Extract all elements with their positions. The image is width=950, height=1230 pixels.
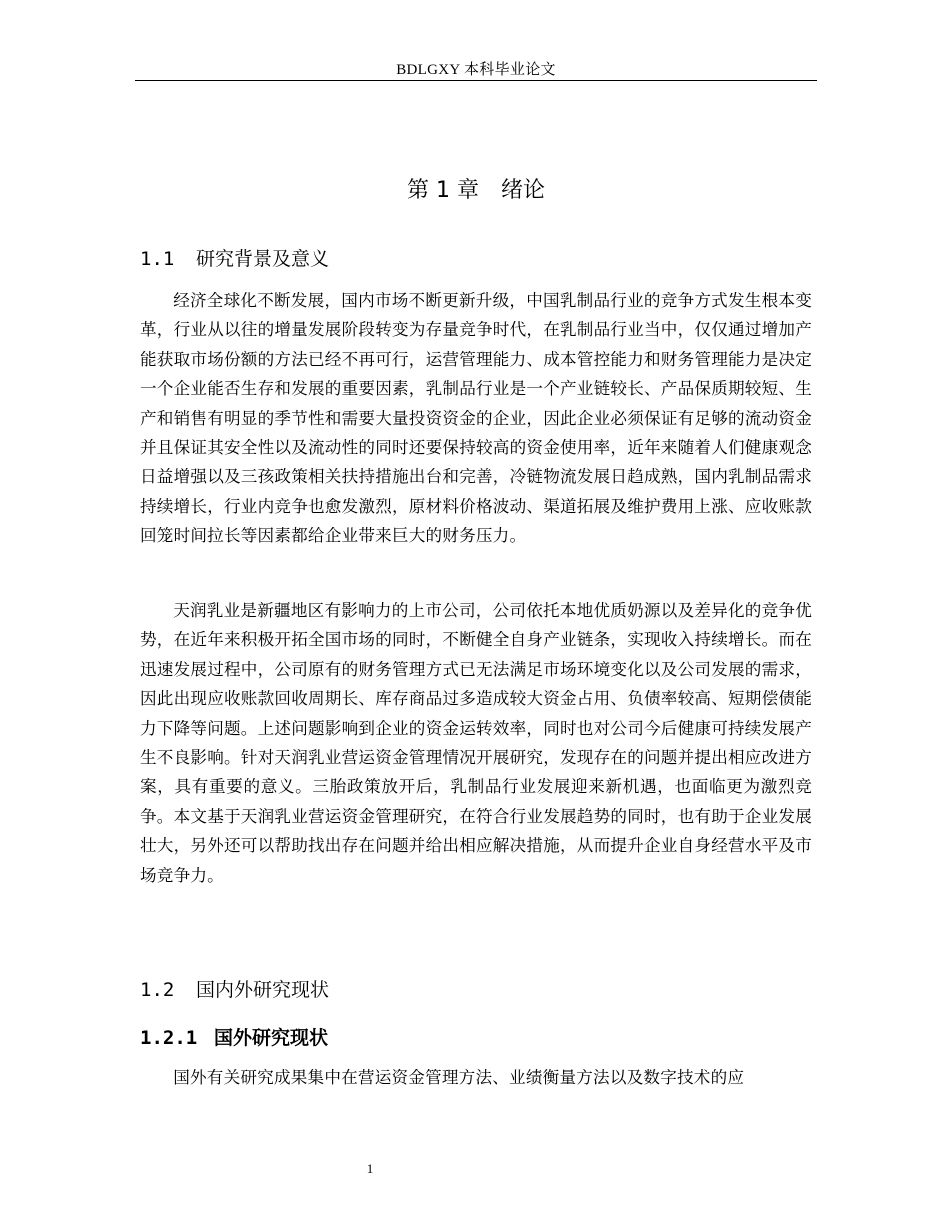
paragraph-significance: 天润乳业是新疆地区有影响力的上市公司，公司依托本地优质奶源以及差异化的竞争优势，在近年来积极开拓全国市场的同时，不断健全自身产业链条，实现收入持续增长。而在迅速发展过程中，公司原有的财务管理方式已无法满足市场环境变化以及公司发展的需求，因此出现应收账款回收周期长、库存商品过多造成较大资金占用、负债率较高、短期偿债能力下降等问题。上述问题影响到企业的资金运转效率，同时也对公司今后健康可持续发展产生不良影响。针对天润乳业营运资金管理情况开展研究，发现存在的问题并提出相应改进方案，具有重要的意义。三胎政策放开后，乳制品行业发展迎来新机遇，也面临更为激烈竞争。本文基于天润乳业营运资金管理研究，在符合行业发展趋势的同时，也有助于企业发展壮大，另外还可以帮助找出存在问题并给出相应解决措施，从而提升企业自身经营水平及市场竞争力。 xyxy=(140,601,812,885)
section-number: 1.2 xyxy=(140,979,175,1001)
subsection-number: 1.2.1 xyxy=(140,1027,198,1049)
header-rule xyxy=(135,80,817,81)
chapter-title xyxy=(135,176,817,206)
section-heading-1-1 xyxy=(140,246,329,272)
running-header: BDLGXY 本科毕业论文 xyxy=(396,62,556,78)
subsection-title: 国外研究现状 xyxy=(214,1027,329,1049)
page-number: 1 xyxy=(366,1161,374,1176)
section-number: 1.1 xyxy=(140,248,175,270)
section-heading-1-2 xyxy=(140,977,329,1003)
paragraph-background: 经济全球化不断发展，国内市场不断更新升级，中国乳制品行业的竞争方式发生根本变革，行业从以往的增量发展阶段转变为存量竞争时代，在乳制品行业当中，仅仅通过增加产能获取市场份额的方法已经不再可行，运营管理能力、成本管控能力和财务管理能力是决定一个企业能否生存和发展的重要因素，乳制品行业是一个产业链较长、产品保质期较短、生产和销售有明显的季节性和需要大量投资资金的企业，因此企业必须保证有足够的流动资金并且保证其安全性以及流动性的同时还要保持较高的资金使用率，近年来随着人们健康观念日益增强以及三孩政策相关扶持措施出台和完善，冷链物流发展日趋成熟，国内乳制品需求持续增长，行业内竞争也愈发激烈，原材料价格波动、渠道拓展及维护费用上涨、应收账款回笼时间拉长等因素都给企业带来巨大的财务压力。 xyxy=(140,291,812,546)
chapter-title-text: 绪论 xyxy=(500,178,545,203)
paragraph-foreign-research: 国外有关研究成果集中在营运资金管理方法、业绩衡量方法以及数字技术的应 xyxy=(173,1068,745,1087)
section-title: 国内外研究现状 xyxy=(196,979,330,1001)
chapter-number: 第 1 章 xyxy=(407,178,479,203)
subsection-heading-1-2-1 xyxy=(140,1025,328,1051)
section-title: 研究背景及意义 xyxy=(196,248,330,270)
